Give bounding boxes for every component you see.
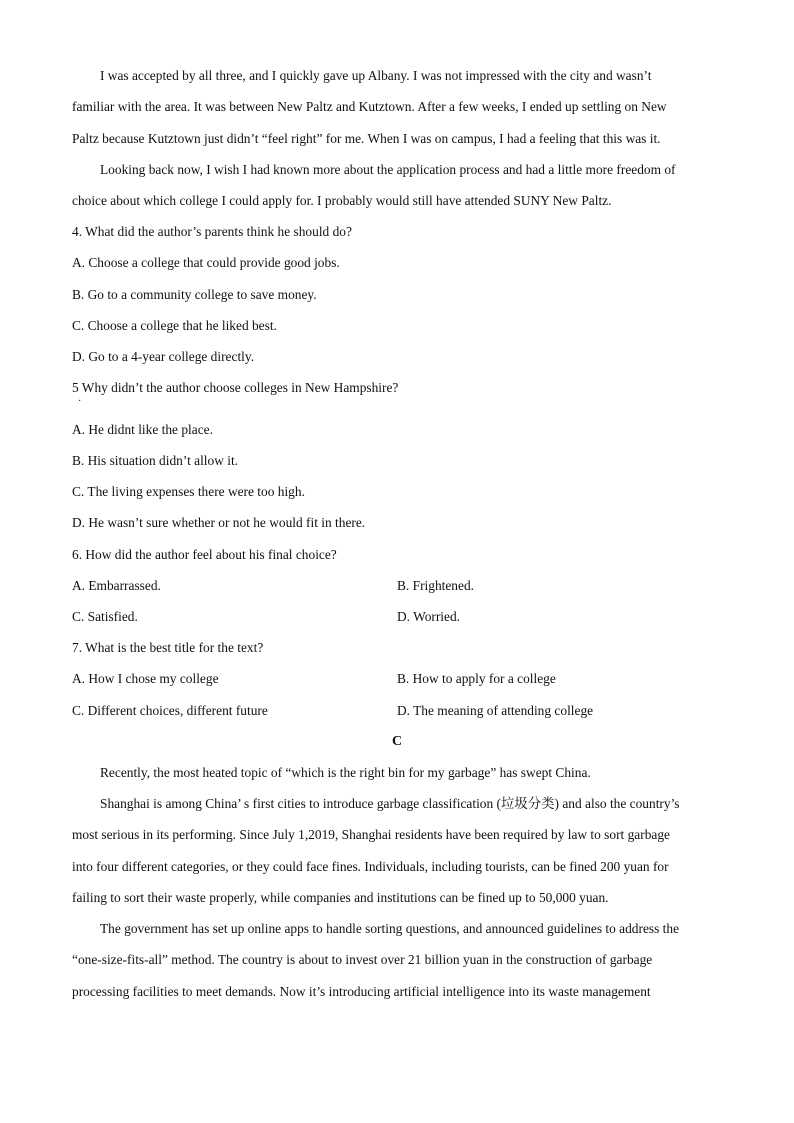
q4-option-c: C. Choose a college that he liked best. (72, 318, 277, 333)
q5-stray-mark: · (78, 396, 82, 407)
q7-option-c: C. Different choices, different future (72, 703, 268, 718)
passage-c-heading: C (391, 734, 403, 749)
passage-b-p1-line-2: familiar with the area. It was between New Paltz and Kutztown. After a few weeks, I ended up settling on New (72, 99, 667, 114)
q5-option-d: D. He wasn’t sure whether or not he would fit in there. (72, 515, 366, 530)
passage-b-p2-line-1: Looking back now, I wish I had known more about the application process and had a little more freedom of (100, 162, 676, 177)
passage-c-p2-line-3: into four different categories, or they could face fines. Individuals, including tourists, can be fined 200 yuan for (72, 859, 669, 874)
q5-option-b: B. His situation didn’t allow it. (72, 453, 239, 468)
passage-c-p3-line-3: processing facilities to meet demands. Now it’s introducing artificial intelligence into its waste management (72, 984, 651, 999)
passage-c-p3-line-1: The government has set up online apps to handle sorting questions, and announced guidelines to address the (100, 921, 680, 936)
q6-stem: 6. How did the author feel about his final choice? (72, 547, 337, 562)
passage-c-p3-line-2: “one-size-fits-all” method. The country is about to invest over 21 billion yuan in the construction of garbage (72, 952, 653, 967)
q4-option-b: B. Go to a community college to save money. (72, 287, 317, 302)
q6-option-a: A. Embarrassed. (72, 578, 161, 593)
q5-option-c: C. The living expenses there were too high. (72, 484, 305, 499)
q4-stem: 4. What did the author’s parents think he should do? (72, 224, 352, 239)
q7-stem: 7. What is the best title for the text? (72, 640, 264, 655)
q7-option-b: B. How to apply for a college (397, 671, 556, 686)
q6-option-b: B. Frightened. (397, 578, 474, 593)
passage-b-p1-line-3: Paltz because Kutztown just didn’t “feel right” for me. When I was on campus, I had a feeling that this was it. (72, 131, 661, 146)
q5-option-a: A. He didnt like the place. (72, 422, 213, 437)
passage-c-p2-line-2: most serious in its performing. Since July 1,2019, Shanghai residents have been required by law to sort garbage (72, 827, 670, 842)
passage-c-p2-line-1: Shanghai is among China’ s first cities to introduce garbage classification (垃圾分类) and also the country’s (100, 796, 680, 811)
passage-c-p2-line-4: failing to sort their waste properly, while companies and institutions can be fined up to 50,000 yuan. (72, 890, 609, 905)
passage-b-p1-line-1: I was accepted by all three, and I quickly gave up Albany. I was not impressed with the city and wasn’t (100, 68, 652, 83)
q6-option-c: C. Satisfied. (72, 609, 138, 624)
q7-option-d: D. The meaning of attending college (397, 703, 594, 718)
q4-option-d: D. Go to a 4-year college directly. (72, 349, 255, 364)
passage-c-p1-line-1: Recently, the most heated topic of “which is the right bin for my garbage” has swept China. (100, 765, 591, 780)
q4-option-a: A. Choose a college that could provide good jobs. (72, 255, 340, 270)
q6-option-d: D. Worried. (397, 609, 461, 624)
q5-stem: 5 Why didn’t the author choose colleges in New Hampshire? (72, 380, 399, 395)
q7-option-a: A. How I chose my college (72, 671, 219, 686)
passage-b-p2-line-2: choice about which college I could apply for. I probably would still have attended SUNY New Paltz. (72, 193, 612, 208)
